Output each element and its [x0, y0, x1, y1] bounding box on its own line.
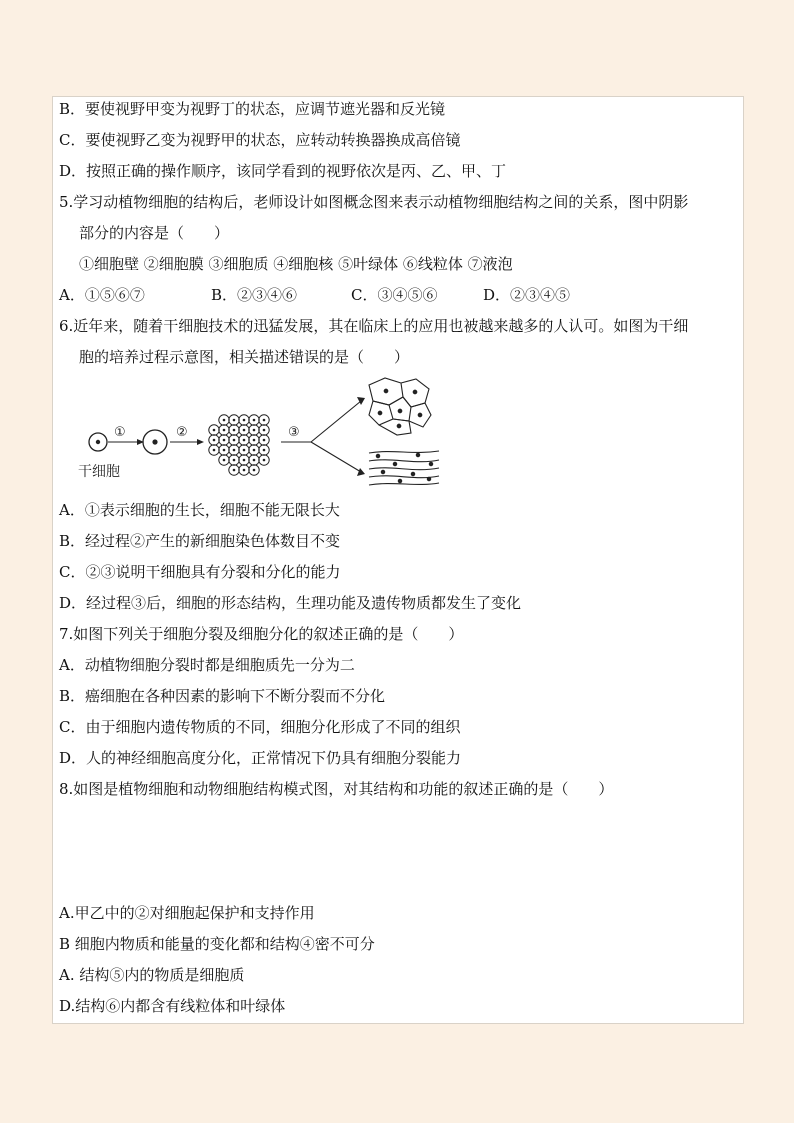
q6-option-d: D．经过程③后，细胞的形态结构，生理功能及遗传物质都发生了变化 [59, 594, 522, 612]
q6-option-c: C．②③说明干细胞具有分裂和分化的能力 [59, 563, 341, 581]
q6-option-a: A．①表示细胞的生长，细胞不能无限长大 [59, 501, 340, 519]
process-2-label: ② [176, 425, 188, 440]
q4-option-c: C．要使视野乙变为视野甲的状态，应转动转换器换成高倍镜 [59, 131, 461, 149]
q6-option-b: B．经过程②产生的新细胞染色体数目不变 [59, 532, 341, 550]
worksheet-page [52, 96, 744, 1024]
q8-option-d: D.结构⑥内都含有线粒体和叶绿体 [59, 997, 286, 1015]
process-1-label: ① [114, 425, 126, 440]
q7-option-a: A．动植物细胞分裂时都是细胞质先一分为二 [59, 656, 355, 674]
differentiated-tissue-icon [369, 378, 431, 435]
muscle-fiber-icon [369, 451, 439, 485]
q8-option-c: A. 结构⑤内的物质是细胞质 [59, 966, 245, 984]
q8-stem: 8.如图是植物细胞和动物细胞结构模式图，对其结构和功能的叙述正确的是（ ） [59, 780, 614, 798]
q5-option-c: C．③④⑤⑥ [351, 286, 438, 304]
cell-cluster-icon [209, 415, 269, 475]
q4-option-d: D．按照正确的操作顺序，该同学看到的视野依次是丙、乙、甲、丁 [59, 162, 507, 180]
q5-option-d: D．②③④⑤ [483, 286, 571, 304]
q8-option-a: A.甲乙中的②对细胞起保护和支持作用 [59, 904, 315, 922]
q7-option-b: B．癌细胞在各种因素的影响下不断分裂而不分化 [59, 687, 386, 705]
q4-option-b: B．要使视野甲变为视野丁的状态，应调节遮光器和反光镜 [59, 100, 446, 118]
grown-cell-icon [143, 430, 167, 454]
q7-option-d: D．人的神经细胞高度分化，正常情况下仍具有细胞分裂能力 [59, 749, 462, 767]
stem-cell-diagram [73, 375, 453, 490]
q5-stem-line2: 部分的内容是（ ） [79, 224, 230, 242]
q5-option-a: A．①⑤⑥⑦ [59, 286, 145, 304]
q8-option-b: B 细胞内物质和能量的变化都和结构④密不可分 [59, 935, 375, 953]
stem-cell-icon [89, 433, 107, 451]
q5-option-b: B．②③④⑥ [211, 286, 298, 304]
q7-stem: 7.如图下列关于细胞分裂及细胞分化的叙述正确的是（ ） [59, 625, 464, 643]
q7-option-c: C．由于细胞内遗传物质的不同，细胞分化形成了不同的组织 [59, 718, 461, 736]
q6-stem-line2: 胞的培养过程示意图，相关描述错误的是（ ） [79, 348, 410, 366]
stem-cell-label: 干细胞 [78, 464, 120, 480]
q5-stem-line1: 5.学习动植物细胞的结构后，老师设计如图概念图来表示动植物细胞结构之间的关系，图中阴影 [59, 193, 689, 211]
process-3-label: ③ [288, 425, 300, 440]
q5-item-list: ①细胞壁 ②细胞膜 ③细胞质 ④细胞核 ⑤叶绿体 ⑥线粒体 ⑦液泡 [79, 255, 513, 273]
q6-stem-line1: 6.近年来，随着干细胞技术的迅猛发展，其在临床上的应用也被越来越多的人认可。如图为干细 [59, 317, 689, 335]
